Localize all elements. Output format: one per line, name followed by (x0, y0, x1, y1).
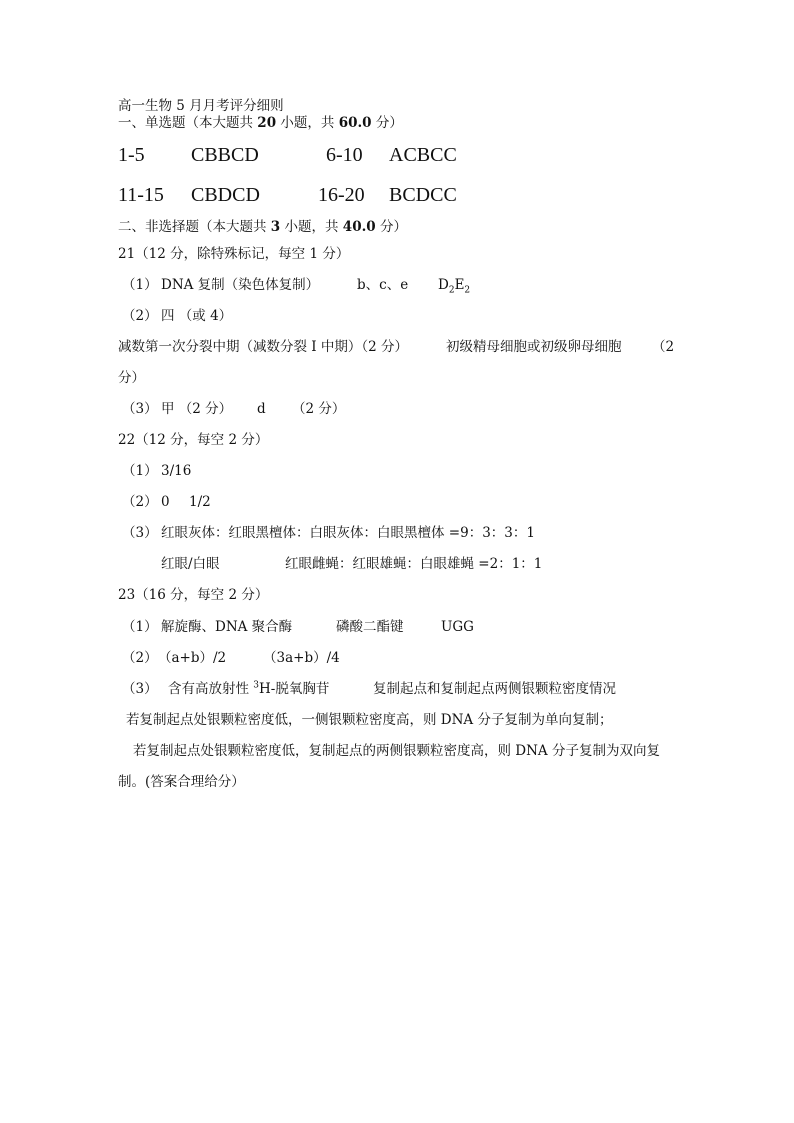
q23-part1-answer-c: UGG (441, 619, 474, 635)
q22-part3 (0, 524, 794, 542)
answer-range-1-5: 1-5 (118, 144, 145, 166)
q21-part3-number: （3） (122, 401, 158, 417)
q21-part2-score-open: （2 (652, 339, 675, 355)
answer-key-11-15: CBDCD (191, 184, 260, 206)
q21-part3-answer-a: 甲 （2 分） (161, 401, 233, 417)
q21-part2-answer-c: 初级精母细胞或初级卵母细胞 (446, 339, 622, 355)
q21-part3-answer-b: d (257, 401, 266, 417)
answer-range-16-20: 16-20 (318, 184, 365, 206)
section-1-heading (118, 114, 403, 132)
q23-part3 (0, 680, 794, 698)
q22-part2-answer-b: 1/2 (189, 494, 211, 510)
q21-c-sub1: 2 (448, 285, 455, 296)
q23-part3-answer-b: 复制起点和复制起点两侧银颗粒密度情况 (373, 681, 616, 697)
section-1-score: 60.0 (338, 115, 372, 131)
section-1-count: 20 (257, 115, 277, 131)
q23-a-pre: 含有高放射性 (168, 681, 254, 697)
section-1-mid: 小题，共 (276, 115, 339, 131)
q22-part3-ratio-1: 红眼灰体：红眼黑檀体：白眼灰体：白眼黑檀体 =9：3：3：1 (161, 525, 535, 541)
q22-part3-ratio-2: 红眼雌蝇：红眼雄蝇：白眼雄蝇 =2：1：1 (285, 556, 543, 572)
q23-part1 (0, 618, 794, 636)
q21-part3-score: （2 分） (292, 401, 346, 417)
q22-part1-number: （1） (122, 463, 158, 479)
section-2-score: 40.0 (342, 219, 376, 235)
q21-header: 21（12 分，除特殊标记，每空 1 分） (118, 246, 350, 262)
section-2-count: 3 (270, 219, 281, 235)
answer-key-6-10: ACBCC (389, 144, 457, 166)
q21-c-mid: E (454, 277, 465, 293)
q22-part1-answer: 3/16 (161, 463, 192, 479)
q21-part1-answer-c (438, 276, 470, 294)
page-title: 高一生物 5 月月考评分细则 (118, 98, 284, 114)
q23-header: 23（16 分，每空 2 分） (118, 587, 269, 603)
q22-part3-line2 (0, 555, 794, 573)
q21-c-sub2: 2 (464, 285, 471, 296)
section-2-mid: 小题，共 (280, 219, 343, 235)
q23-part1-answer-a: 解旋酶、DNA 聚合酶 (161, 619, 293, 635)
q21-part2-line2 (0, 338, 794, 356)
q21-part1-number: （1） (122, 277, 158, 293)
answer-range-11-15: 11-15 (118, 184, 164, 206)
q21-part1-answer-b: b、c、e (357, 277, 409, 293)
q22-part1 (0, 462, 794, 480)
q23-part2-answer-b: （3a+b）/4 (263, 650, 340, 666)
q21-part2-number: （2） (122, 308, 158, 324)
section-2-heading (118, 218, 407, 236)
q23-part1-number: （1） (122, 619, 158, 635)
q23-part3-line4: 制。(答案合理给分） (118, 774, 245, 790)
q21-part2-answer-a: 四 （或 4） (161, 308, 233, 324)
answer-range-6-10: 6-10 (326, 144, 363, 166)
section-2-prefix: 二、非选择题（本大题共 (118, 219, 271, 235)
q21-part3 (0, 400, 794, 418)
q23-part2 (0, 649, 794, 667)
section-2-suffix: 分） (375, 219, 407, 235)
q22-header: 22（12 分，每空 2 分） (118, 432, 269, 448)
q22-part2 (0, 493, 794, 511)
answer-key-1-5: CBBCD (191, 144, 259, 166)
section-1-prefix: 一、单选题（本大题共 (118, 115, 258, 131)
q21-part2-score-close: 分） (118, 370, 145, 386)
q22-part3-answer-b: 红眼/白眼 (161, 556, 220, 572)
q23-part1-answer-b: 磷酸二酯键 (336, 619, 404, 635)
q23-a-sup: 3 (253, 680, 260, 691)
q21-part2-answer-b: 减数第一次分裂中期（减数分裂 I 中期）（2 分） (118, 339, 409, 355)
q22-part3-number: （3） (122, 525, 158, 541)
q23-part3-line2: 若复制起点处银颗粒密度低，一侧银颗粒密度高，则 DNA 分子复制为单向复制； (126, 712, 613, 728)
q21-part2 (0, 307, 794, 325)
q23-a-post: H-脱氧胸苷 (259, 681, 330, 697)
q22-part2-answer-a: 0 (161, 494, 170, 510)
q21-part1-answer-a: DNA 复制（染色体复制） (161, 277, 320, 293)
q23-part2-number: （2） (122, 650, 158, 666)
q21-c-base: D (438, 277, 449, 293)
q23-part2-answer-a: （a+b）/2 (158, 650, 227, 666)
q23-part3-answer-a (168, 680, 329, 698)
answer-key-16-20: BCDCC (389, 184, 457, 206)
section-1-suffix: 分） (371, 115, 403, 131)
q23-part3-line3: 若复制起点处银颗粒密度低，复制起点的两侧银颗粒密度高，则 DNA 分子复制为双向复 (133, 743, 660, 759)
q23-part3-number: （3） (122, 681, 158, 697)
q22-part2-number: （2） (122, 494, 158, 510)
q21-part1 (0, 276, 794, 294)
